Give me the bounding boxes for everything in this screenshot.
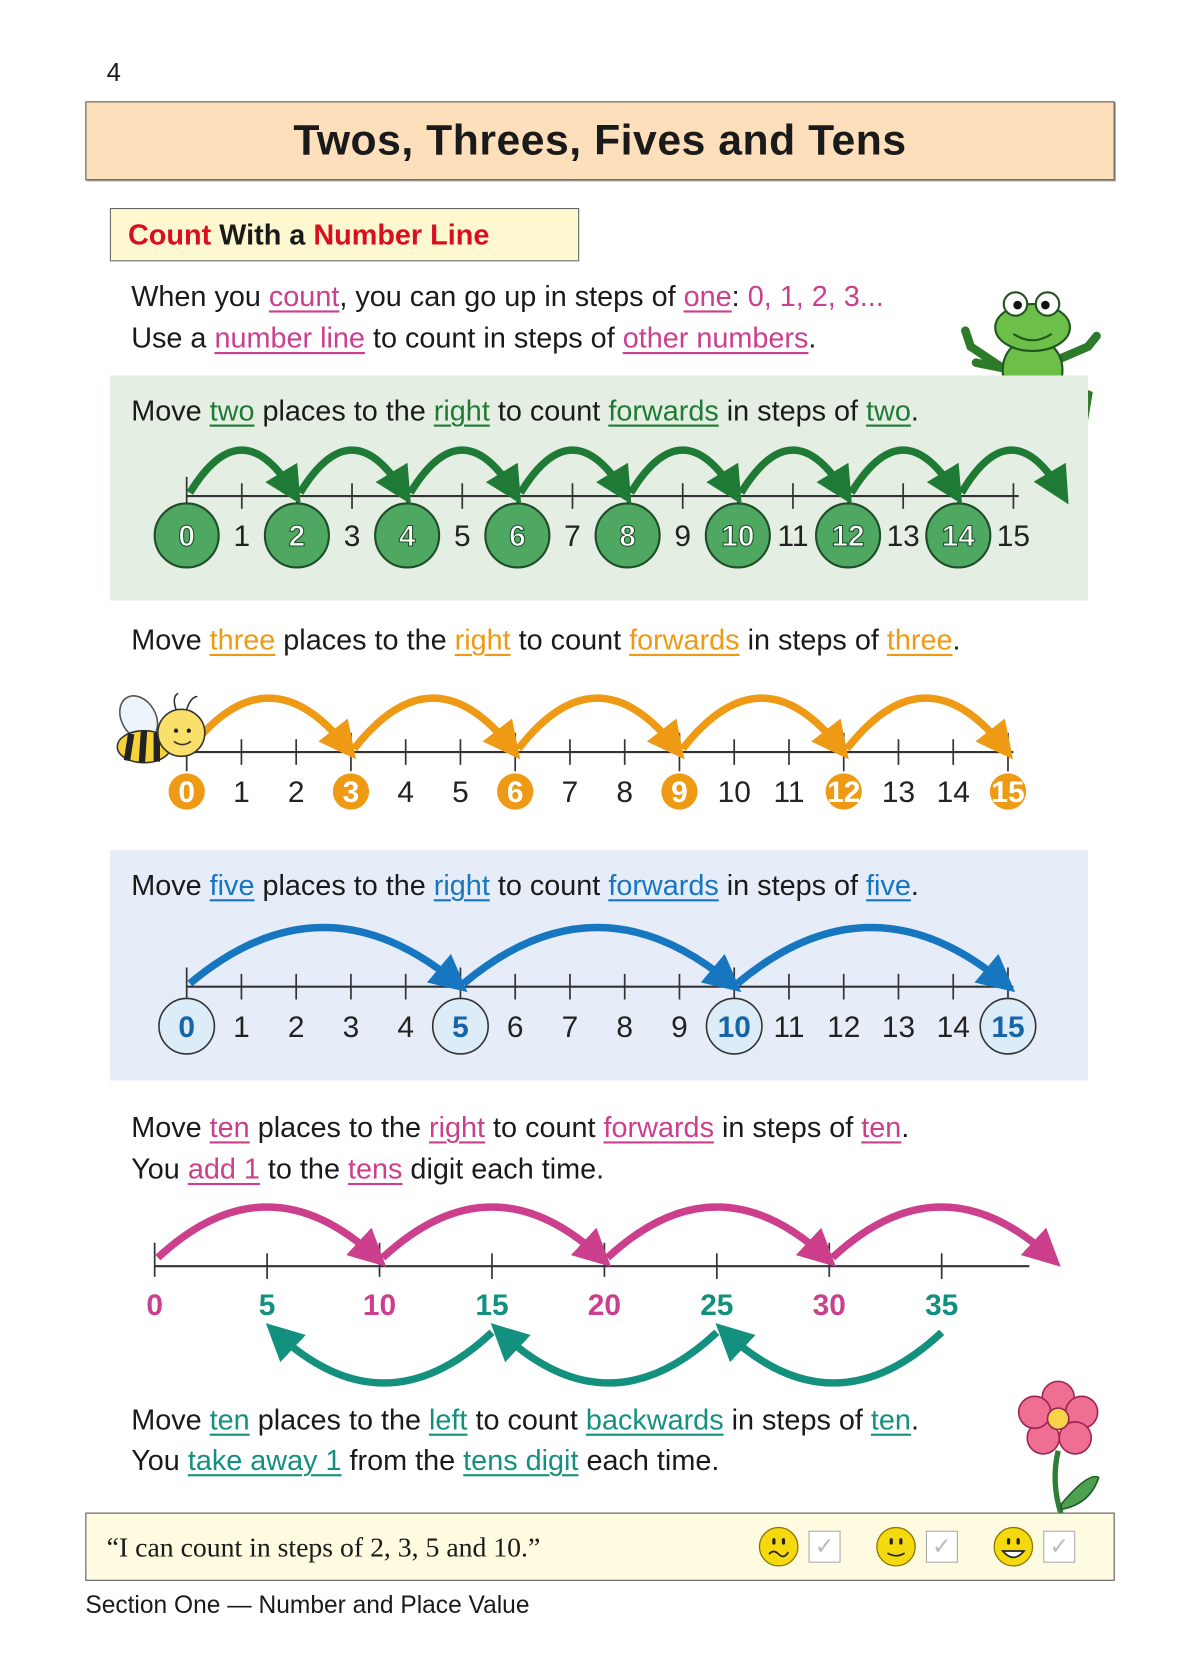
jump-arrow	[962, 450, 1062, 493]
number-label: 5	[453, 520, 471, 554]
subtitle-part: With a	[211, 218, 314, 251]
backwards-instruction-2	[131, 1446, 719, 1475]
keyword: forwards	[608, 394, 719, 427]
number-label: 15	[996, 520, 1031, 554]
intro-line-1	[131, 280, 884, 313]
number-label: 1	[233, 520, 251, 554]
bee-illustration	[112, 688, 213, 773]
rating-checkbox[interactable]: ✓	[926, 1531, 958, 1563]
text-segment: digit each time.	[402, 1153, 605, 1186]
number-label: 0	[178, 1010, 195, 1044]
number-label: 13	[886, 520, 920, 554]
text-segment: :	[731, 280, 748, 313]
number-label: 5	[452, 1010, 469, 1044]
number-label: 10	[717, 1010, 751, 1044]
backward-arrow	[276, 1332, 492, 1383]
number-label: 5	[258, 1289, 276, 1323]
keyword: ten	[870, 1403, 911, 1436]
text-segment: each time.	[578, 1444, 720, 1477]
self-assessment-statement: “I can count in steps of 2, 3, 5 and 10.”	[106, 1531, 541, 1563]
number-label: 6	[509, 520, 526, 554]
text-segment: When you	[131, 280, 269, 313]
section-footer: Section One — Number and Place Value	[85, 1590, 530, 1619]
fives-instruction	[131, 871, 919, 900]
text-segment: .	[808, 322, 817, 355]
twos-instruction	[131, 394, 919, 427]
number-label: 14	[936, 1010, 970, 1044]
number-label: 14	[941, 520, 975, 554]
text-segment: to count	[489, 394, 609, 427]
keyword: three	[209, 624, 276, 657]
number-label: 7	[564, 520, 581, 554]
keyword: forwards	[603, 1111, 714, 1144]
number-label: 20	[587, 1289, 622, 1323]
number-label: 3	[342, 776, 360, 810]
text-segment: places to the	[249, 1111, 430, 1144]
keyword: number line	[214, 322, 365, 355]
number-label: 10	[362, 1289, 397, 1323]
number-label: 11	[777, 520, 809, 554]
text-segment: in steps of	[713, 1111, 862, 1144]
jump-arrow	[190, 698, 348, 749]
keyword: three	[886, 624, 953, 657]
flower-illustration	[1013, 1376, 1109, 1520]
number-label: 2	[288, 520, 306, 554]
keyword: backwards	[585, 1403, 724, 1436]
text-segment: from the	[341, 1444, 464, 1477]
keyword: count	[268, 280, 340, 313]
number-label: 13	[881, 1010, 916, 1044]
text-segment: Move	[131, 869, 210, 902]
number-label: 6	[506, 1010, 524, 1044]
number-label: 5	[452, 776, 469, 810]
number-label: 4	[397, 1010, 414, 1044]
rating-checkbox[interactable]: ✓	[809, 1531, 841, 1563]
number-label: 15	[991, 1010, 1025, 1044]
number-label: 0	[178, 520, 195, 554]
number-label: 7	[561, 776, 579, 810]
number-label: 3	[343, 520, 361, 554]
number-label: 0	[146, 1289, 163, 1323]
text-segment: places to the	[254, 394, 434, 427]
number-label: 6	[506, 776, 524, 810]
jump-arrow	[683, 698, 841, 749]
text-segment: to count	[467, 1403, 586, 1436]
tens-number-line	[0, 1195, 1200, 1387]
page-title: Twos, Threes, Fives and Tens	[293, 116, 907, 164]
keyword: five	[866, 869, 911, 902]
text-segment: Move	[131, 624, 210, 657]
keyword: add 1	[187, 1153, 260, 1186]
text-segment: to the	[259, 1153, 348, 1186]
number-label: 9	[671, 776, 688, 810]
text-segment: Move	[131, 1403, 210, 1436]
keyword: ten	[209, 1111, 250, 1144]
text-segment: .	[910, 1403, 919, 1436]
keyword: right	[433, 394, 490, 427]
number-label: 15	[475, 1289, 509, 1323]
subtitle-part: Count	[128, 218, 212, 251]
twos-number-line	[0, 427, 1200, 598]
number-label: 1	[233, 1010, 250, 1044]
number-label: 35	[925, 1289, 959, 1323]
intro-line-2	[131, 324, 816, 353]
text-segment: places to the	[275, 624, 455, 657]
text-segment: to count	[485, 1111, 604, 1144]
text-segment: 0, 1, 2, 3...	[747, 280, 884, 313]
keyword: two	[209, 394, 255, 427]
forward-arrow	[158, 1207, 376, 1258]
jump-arrow	[354, 698, 512, 749]
text-segment: .	[952, 624, 961, 657]
keyword: ten	[861, 1111, 902, 1144]
keyword: tens digit	[463, 1444, 579, 1477]
number-label: 10	[721, 520, 755, 554]
keyword: tens	[347, 1153, 403, 1186]
keyword: right	[454, 624, 511, 657]
tens-instruction-2	[131, 1155, 604, 1184]
rating-option-neutral-face[interactable]	[875, 1525, 958, 1568]
rating-option-happy-face[interactable]	[992, 1525, 1075, 1568]
number-label: 7	[561, 1010, 579, 1044]
text-segment: to count	[510, 624, 630, 657]
forward-arrow	[383, 1207, 601, 1258]
page-number: 4	[106, 58, 121, 88]
neutral-face-icon	[875, 1525, 918, 1568]
number-label: 25	[700, 1289, 734, 1323]
text-segment: to count	[489, 869, 609, 902]
backward-arrow	[500, 1332, 716, 1383]
number-label: 8	[619, 520, 636, 554]
threes-instruction	[131, 626, 960, 655]
sad-face-icon	[757, 1525, 800, 1568]
text-segment: places to the	[254, 869, 434, 902]
subtitle-box	[110, 208, 579, 261]
number-label: 9	[674, 520, 692, 554]
number-label: 10	[717, 776, 751, 810]
keyword: right	[433, 869, 490, 902]
number-label: 8	[616, 776, 634, 810]
number-label: 30	[812, 1289, 846, 1323]
text-segment: places to the	[249, 1403, 430, 1436]
keyword: other numbers	[622, 322, 809, 355]
text-segment: .	[910, 394, 919, 427]
number-label: 9	[671, 1010, 688, 1044]
number-label: 1	[233, 776, 250, 810]
number-label: 3	[342, 1010, 360, 1044]
keyword: left	[429, 1403, 468, 1436]
text-segment: Move	[131, 1111, 210, 1144]
keyword: five	[209, 869, 255, 902]
number-label: 13	[881, 776, 916, 810]
number-label: 12	[831, 520, 865, 554]
text-segment: in steps of	[739, 624, 887, 657]
subtitle-part: Number Line	[313, 218, 490, 251]
number-label: 2	[287, 776, 305, 810]
backward-arrow	[725, 1332, 941, 1383]
jump-arrow	[190, 927, 457, 983]
text-segment: to count in steps of	[364, 322, 623, 355]
rating-checkbox[interactable]: ✓	[1043, 1531, 1075, 1563]
keyword: take away 1	[187, 1444, 342, 1477]
number-label: 8	[616, 1010, 634, 1044]
text-segment: You	[131, 1153, 188, 1186]
jump-arrow	[847, 698, 1005, 749]
keyword: right	[429, 1111, 486, 1144]
text-segment: Use a	[131, 322, 215, 355]
number-label: 15	[991, 776, 1025, 810]
number-label: 11	[773, 776, 805, 810]
rating-options	[757, 1525, 1075, 1568]
backwards-instruction-1	[131, 1403, 919, 1436]
number-label: 14	[936, 776, 970, 810]
number-label: 4	[398, 520, 416, 554]
jump-arrow	[737, 927, 1004, 983]
text-segment: in steps of	[718, 394, 867, 427]
number-label: 2	[287, 1010, 305, 1044]
tens-instruction-1	[131, 1111, 910, 1144]
happy-face-icon	[992, 1525, 1035, 1568]
text-segment: .	[901, 1111, 910, 1144]
number-label: 4	[397, 776, 414, 810]
jump-arrow	[464, 927, 731, 983]
rating-option-sad-face[interactable]	[757, 1525, 840, 1568]
keyword: ten	[209, 1403, 250, 1436]
jump-arrow	[518, 698, 676, 749]
text-segment: You	[131, 1444, 188, 1477]
keyword: two	[866, 394, 911, 427]
text-segment: in steps of	[718, 869, 867, 902]
keyword: forwards	[608, 869, 719, 902]
number-label: 12	[827, 1010, 861, 1044]
text-segment: , you can go up in steps of	[339, 280, 684, 313]
title-banner	[85, 101, 1114, 180]
keyword: forwards	[629, 624, 740, 657]
forward-arrow	[832, 1207, 1050, 1258]
text-segment: in steps of	[723, 1403, 871, 1436]
fives-number-line	[0, 917, 1200, 1077]
forward-arrow	[608, 1207, 826, 1258]
number-label: 11	[773, 1010, 805, 1044]
text-segment: Move	[131, 394, 210, 427]
keyword: one	[683, 280, 732, 313]
number-label: 12	[827, 776, 861, 810]
number-label: 0	[178, 776, 195, 810]
text-segment: .	[910, 869, 919, 902]
